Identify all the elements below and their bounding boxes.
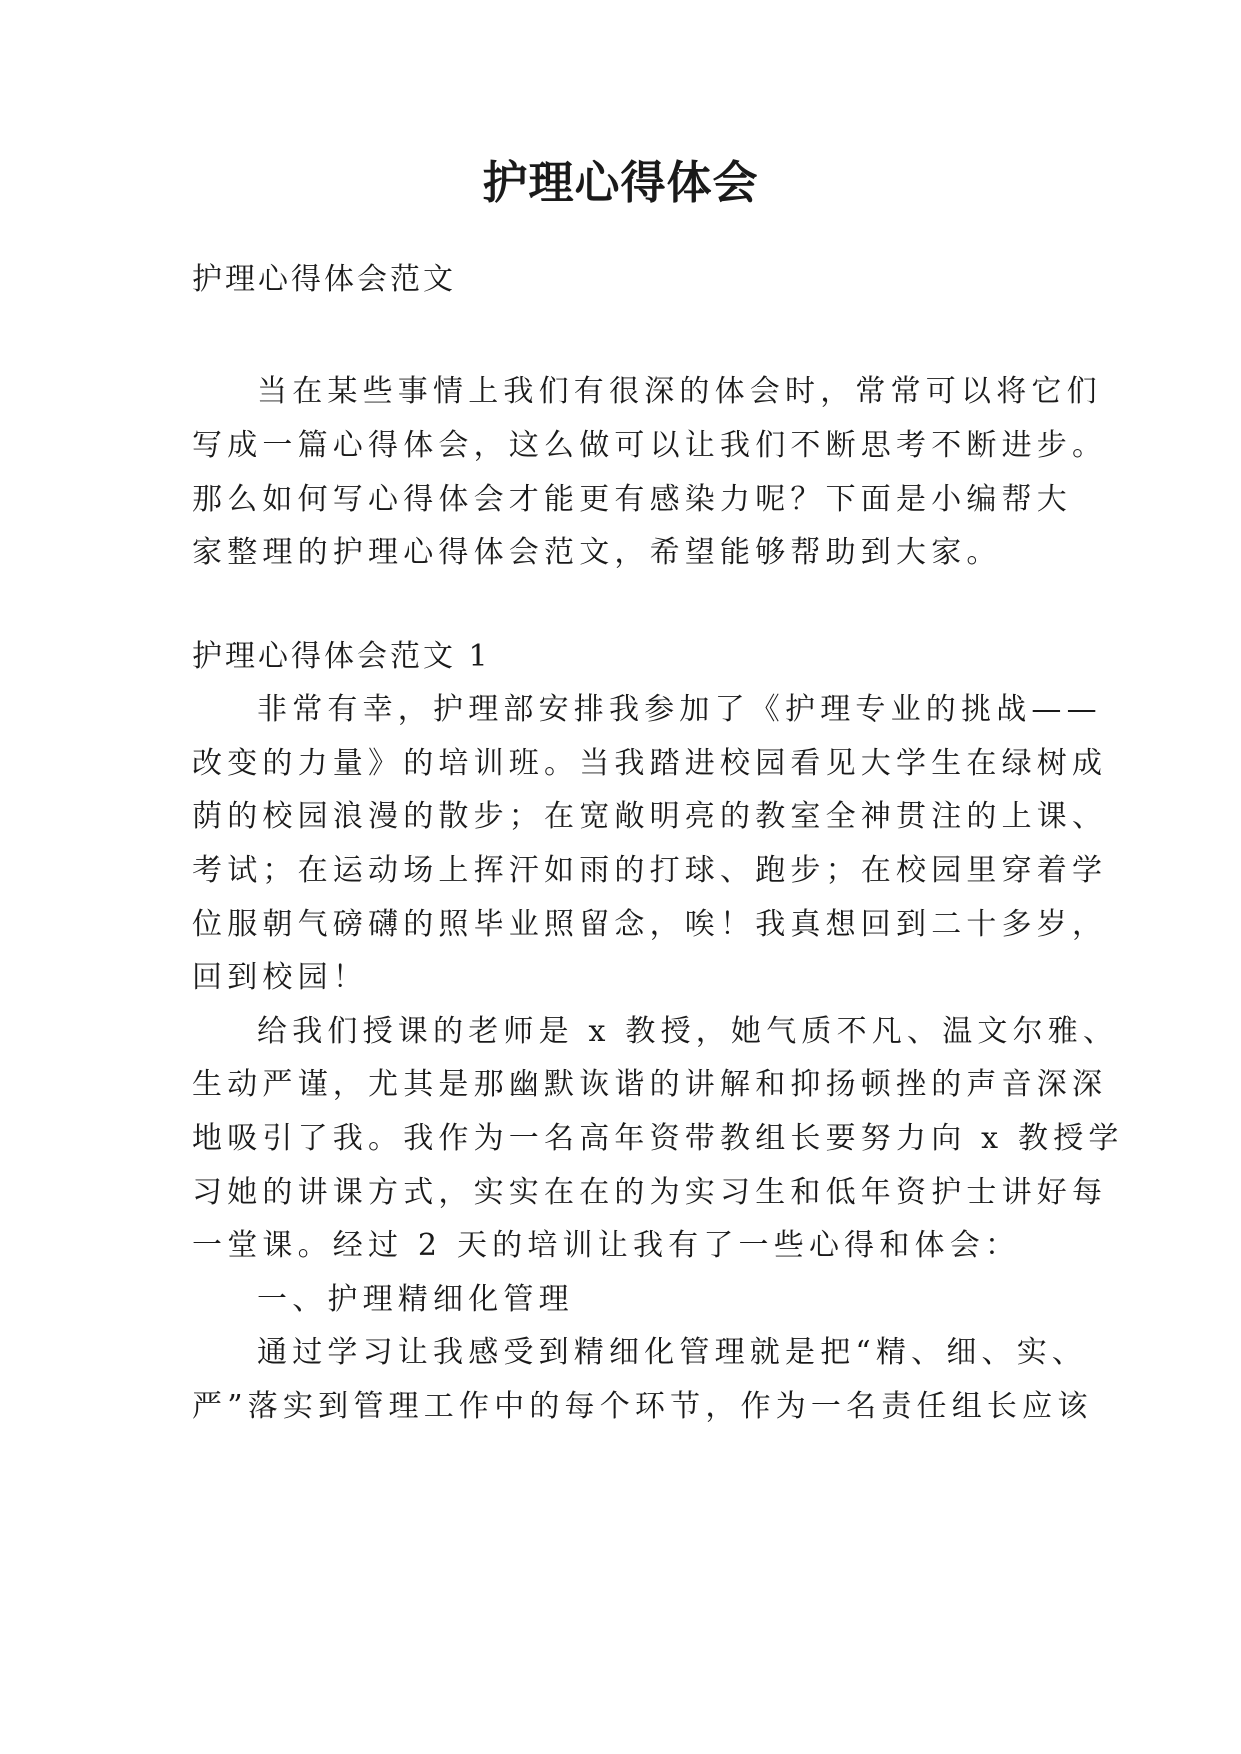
paragraph-line: 那么如何写心得体会才能更有感染力呢？下面是小编帮大 [192, 482, 1072, 517]
paragraph-line: 当在某些事情上我们有很深的体会时，常常可以将它们 [257, 374, 1102, 409]
paragraph-line: 通过学习让我感受到精细化管理就是把“精、细、实、 [257, 1335, 1088, 1370]
paragraph-line: 回到校园！ [192, 960, 368, 995]
list-heading: 一、护理精细化管理 [257, 1282, 574, 1317]
paragraph-line: 家整理的护理心得体会范文，希望能够帮助到大家。 [192, 535, 1002, 570]
document-title: 护理心得体会 [482, 156, 759, 209]
paragraph-line: 改变的力量》的培训班。当我踏进校园看见大学生在绿树成 [192, 746, 1108, 781]
paragraph-line: 地吸引了我。我作为一名高年资带教组长要努力向 x 教授学 [192, 1121, 1124, 1156]
paragraph-line: 非常有幸，护理部安排我参加了《护理专业的挑战—— [257, 692, 1102, 727]
paragraph-line: 写成一篇心得体会，这么做可以让我们不断思考不断进步。 [192, 428, 1108, 463]
section-heading: 护理心得体会范文 1 [192, 639, 491, 674]
paragraph-line: 考试；在运动场上挥汗如雨的打球、跑步；在校园里穿着学 [192, 853, 1108, 888]
paragraph-line: 生动严谨，尤其是那幽默诙谐的讲解和抑扬顿挫的声音深深 [192, 1067, 1108, 1102]
paragraph-line: 一堂课。经过 2 天的培训让我有了一些心得和体会： [192, 1228, 1021, 1263]
paragraph-line: 荫的校园浪漫的散步；在宽敞明亮的教室全神贯注的上课、 [192, 799, 1108, 834]
paragraph-line: 位服朝气磅礴的照毕业照留念，唉！我真想回到二十多岁， [192, 907, 1108, 942]
paragraph-line: 给我们授课的老师是 x 教授，她气质不凡、温文尔雅、 [257, 1014, 1119, 1049]
document-subtitle: 护理心得体会范文 [192, 262, 456, 297]
paragraph-line: 习她的讲课方式，实实在在的为实习生和低年资护士讲好每 [192, 1175, 1108, 1210]
paragraph-line: 严”落实到管理工作中的每个环节，作为一名责任组长应该 [192, 1389, 1093, 1424]
